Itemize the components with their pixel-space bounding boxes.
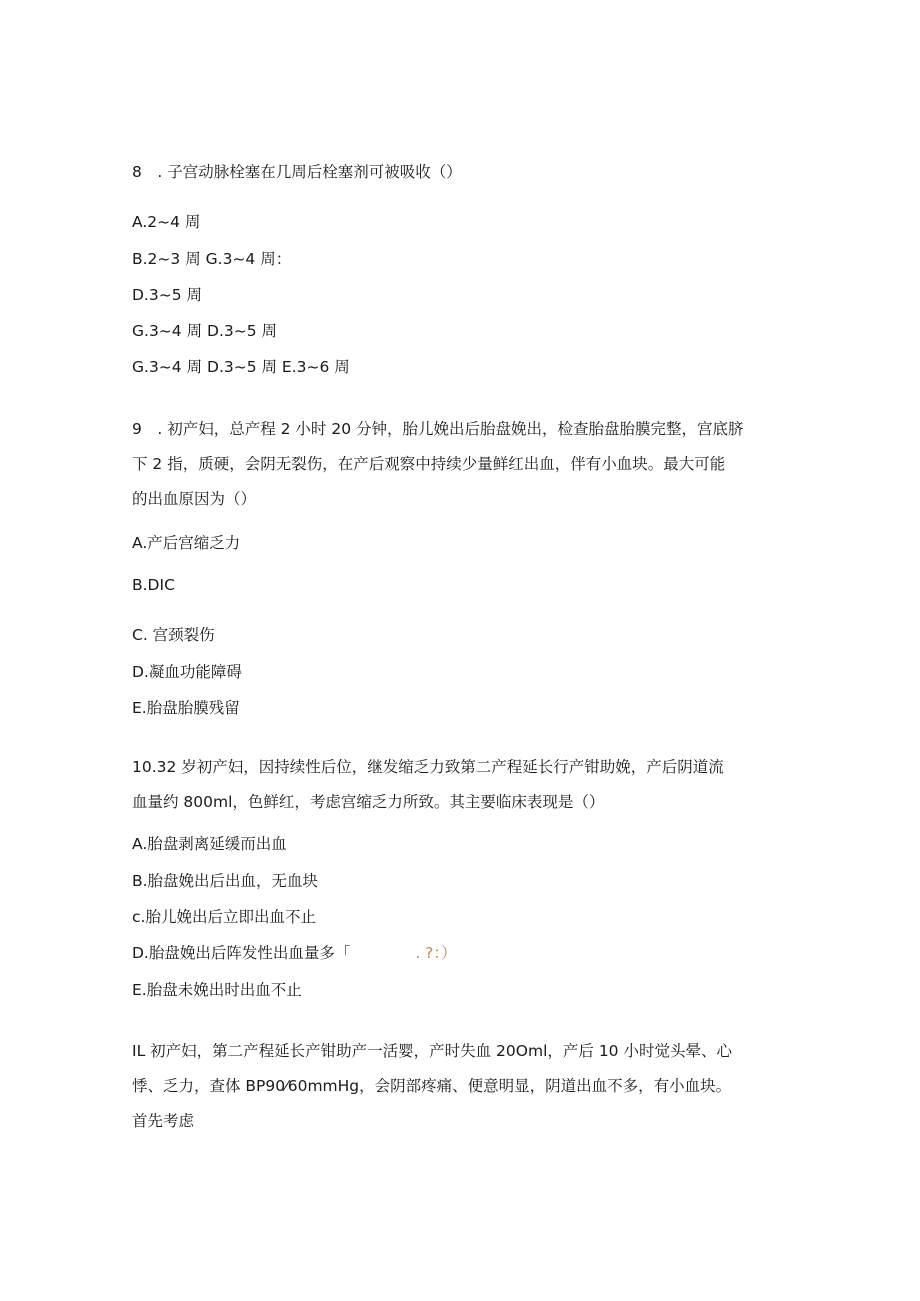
- q10-stem: [132, 750, 782, 820]
- q11-stem-line: 首先考虑: [132, 1112, 195, 1130]
- q9-option-b: B.DIC: [132, 576, 175, 594]
- q11-stem-line: IL 初产妇，第二产程延长产钳助产一活婴，产时失血 20Oml，产后 10 小时觉头晕、心: [132, 1042, 732, 1060]
- q9-stem-line: 的出血原因为（）: [132, 490, 257, 508]
- q8-option-d: D.3~5 周: [132, 286, 202, 304]
- q10-stray-mark: . ?：）: [415, 944, 457, 962]
- q8-option-a: A.2~4 周: [132, 213, 201, 231]
- q8-option-b: B.2~3 周 G.3~4 周：: [132, 250, 292, 268]
- q9-option-d: D.凝血功能障碍: [132, 663, 242, 681]
- q8-option-g: G.3~4 周 D.3~5 周: [132, 322, 278, 340]
- q10-option-c: c.胎儿娩出后立即出血不止: [132, 908, 316, 926]
- q8-option-g2: G.3~4 周 D.3~5 周 E.3~6 周: [132, 358, 350, 376]
- q9-option-a: A.产后宫缩乏力: [132, 534, 241, 552]
- q9-stem-line: 9 . 初产妇，总产程 2 小时 20 分钟，胎儿娩出后胎盘娩出，检查胎盘胎膜完整，宫底脐: [132, 420, 744, 438]
- q10-option-d: [132, 943, 457, 963]
- q10-option-b: B.胎盘娩出后出血，无血块: [132, 872, 319, 890]
- q9-stem: [132, 412, 782, 517]
- q11-stem-line: 悸、乏力，查体 BP90⁄60mmHg，会阴部疼痛、便意明显，阴道出血不多，有小血块。: [132, 1077, 732, 1095]
- q10-stem-line: 血量约 800ml，色鲜红，考虑宫缩乏力所致。其主要临床表现是（）: [132, 793, 605, 811]
- q9-option-c: C. 宫颈裂伤: [132, 626, 215, 644]
- q10-option-e: E.胎盘未娩出时出血不止: [132, 981, 302, 999]
- q10-option-a: A.胎盘剥离延缓而出血: [132, 835, 287, 853]
- q9-stem-line: 下 2 指，质硬，会阴无裂伤，在产后观察中持续少量鲜红出血，伴有小血块。最大可能: [132, 455, 726, 473]
- q9-option-e: E.胎盘胎膜残留: [132, 699, 240, 717]
- q10-option-d-text: D.胎盘娩出后阵发性出血量多「: [132, 944, 351, 962]
- q8-stem: 8 . 子宫动脉栓塞在几周后栓塞剂可被吸收（）: [132, 163, 462, 181]
- q10-stem-line: 10.32 岁初产妇，因持续性后位，继发缩乏力致第二产程延长行产钳助娩，产后阴道流: [132, 758, 724, 776]
- q11-stem: [132, 1034, 782, 1139]
